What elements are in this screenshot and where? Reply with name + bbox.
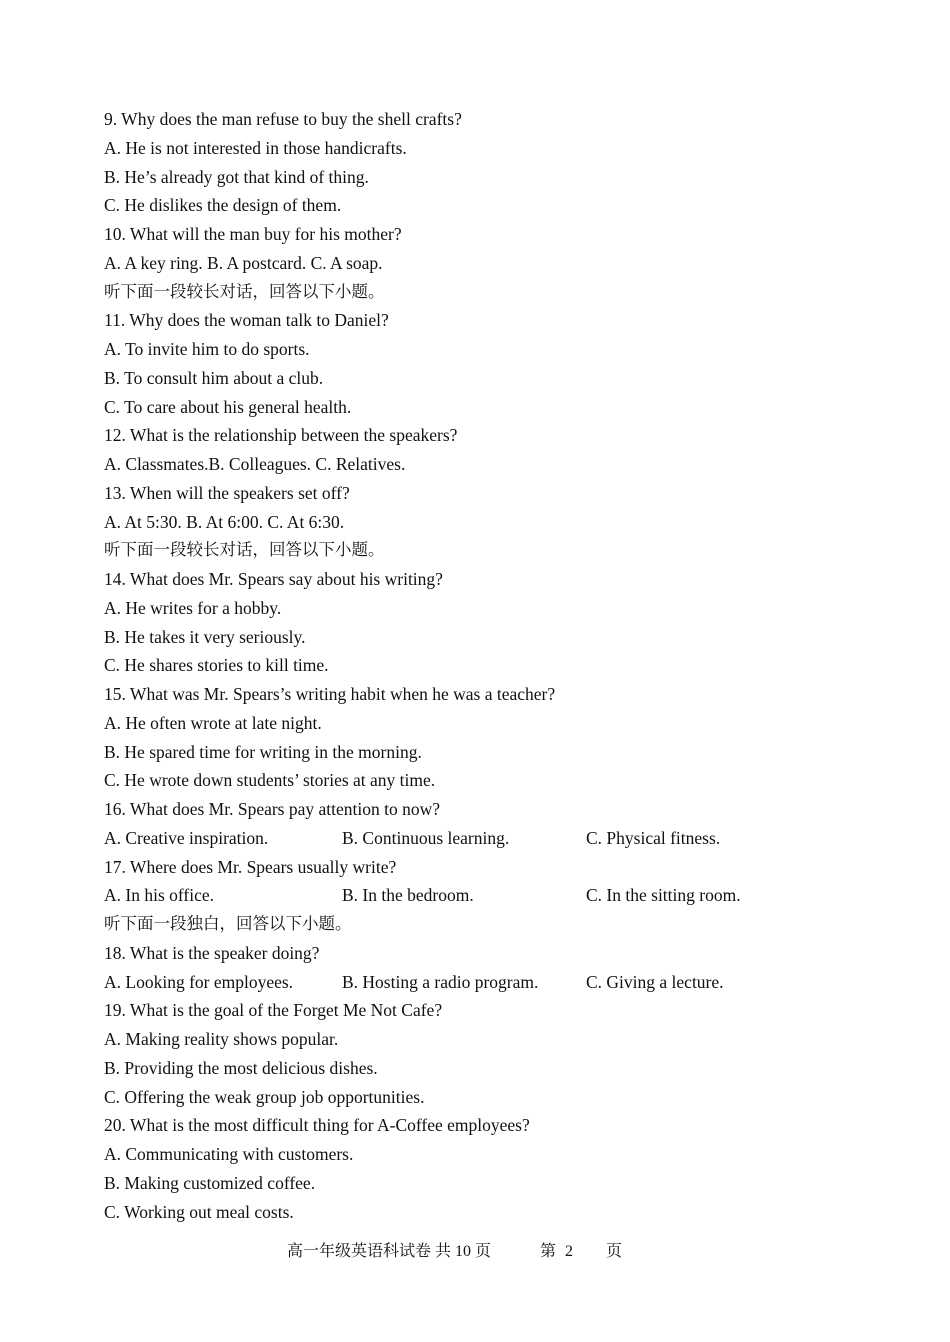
question-text: 10. What will the man buy for his mother? — [104, 224, 402, 244]
option-text: C. To care about his general health. — [104, 396, 352, 417]
option-text: B. Making customized coffee. — [104, 1172, 316, 1193]
option-b: B. In the bedroom. — [342, 885, 474, 906]
question-text: 14. What does Mr. Spears say about his writing? — [104, 569, 443, 589]
option-text: A. At 5:30. B. At 6:00. C. At 6:30. — [104, 511, 345, 532]
option-a: A. Creative inspiration. — [104, 827, 269, 848]
option-a: A. Looking for employees. — [104, 971, 294, 992]
option-c: C. Physical fitness. — [586, 827, 721, 848]
question-text: 9. Why does the man refuse to buy the shell crafts? — [104, 109, 462, 129]
option-c: C. In the sitting room. — [586, 885, 741, 906]
exam-page-content — [104, 105, 904, 1226]
option-text: B. He’s already got that kind of thing. — [104, 166, 369, 187]
footer-page-number: 2 — [565, 1243, 573, 1260]
option-row — [104, 881, 904, 910]
question-text: 11. Why does the woman talk to Daniel? — [104, 310, 389, 331]
option-row — [104, 824, 904, 853]
option-text: B. He spared time for writing in the morning. — [104, 741, 422, 762]
option-text: A. He is not interested in those handicrafts. — [104, 137, 407, 158]
option-c: C. Giving a lecture. — [586, 971, 724, 992]
option-text: C. He wrote down students’ stories at any time. — [104, 770, 436, 791]
question-text: 15. What was Mr. Spears’s writing habit when he was a teacher? — [104, 684, 556, 704]
option-text: C. He dislikes the design of them. — [104, 195, 342, 216]
option-text: A. Communicating with customers. — [104, 1144, 354, 1164]
question-text: 20. What is the most difficult thing for A-Coffee employees? — [104, 1115, 530, 1136]
option-text: A. He writes for a hobby. — [104, 597, 282, 618]
option-text: C. Working out meal costs. — [104, 1201, 294, 1222]
option-a: A. In his office. — [104, 885, 214, 906]
option-text: C. He shares stories to kill time. — [104, 655, 329, 676]
section-instruction: 听下面一段独白，回答以下小题。 — [104, 914, 352, 933]
question-text: 12. What is the relationship between the speakers? — [104, 425, 458, 446]
option-text: A. To invite him to do sports. — [104, 339, 310, 359]
page-footer — [0, 1240, 950, 1264]
option-row — [104, 968, 904, 997]
section-instruction: 听下面一段较长对话，回答以下小题。 — [104, 540, 385, 560]
question-text: 13. When will the speakers set off? — [104, 482, 350, 503]
footer-page-suffix: 页 — [606, 1243, 623, 1260]
footer-title: 高一年级英语科试卷 共 10 页 — [287, 1243, 492, 1260]
option-text: A. A key ring. B. A postcard. C. A soap. — [104, 252, 383, 273]
question-text: 18. What is the speaker doing? — [104, 942, 320, 963]
footer-page-prefix: 第 — [540, 1243, 557, 1260]
option-text: A. He often wrote at late night. — [104, 712, 322, 733]
option-text: B. He takes it very seriously. — [104, 626, 306, 647]
option-text: B. Providing the most delicious dishes. — [104, 1057, 378, 1078]
section-instruction: 听下面一段较长对话，回答以下小题。 — [104, 281, 385, 301]
option-text: A. Making reality shows popular. — [104, 1029, 339, 1049]
option-b: B. Hosting a radio program. — [342, 971, 539, 992]
option-text: A. Classmates.B. Colleagues. C. Relatives. — [104, 454, 406, 474]
option-text: B. To consult him about a club. — [104, 367, 324, 388]
question-text: 16. What does Mr. Spears pay attention to now? — [104, 799, 441, 819]
option-b: B. Continuous learning. — [342, 827, 510, 848]
question-text: 19. What is the goal of the Forget Me Not Cafe? — [104, 1000, 443, 1021]
question-text: 17. Where does Mr. Spears usually write? — [104, 856, 397, 877]
option-text: C. Offering the weak group job opportunities. — [104, 1086, 425, 1107]
